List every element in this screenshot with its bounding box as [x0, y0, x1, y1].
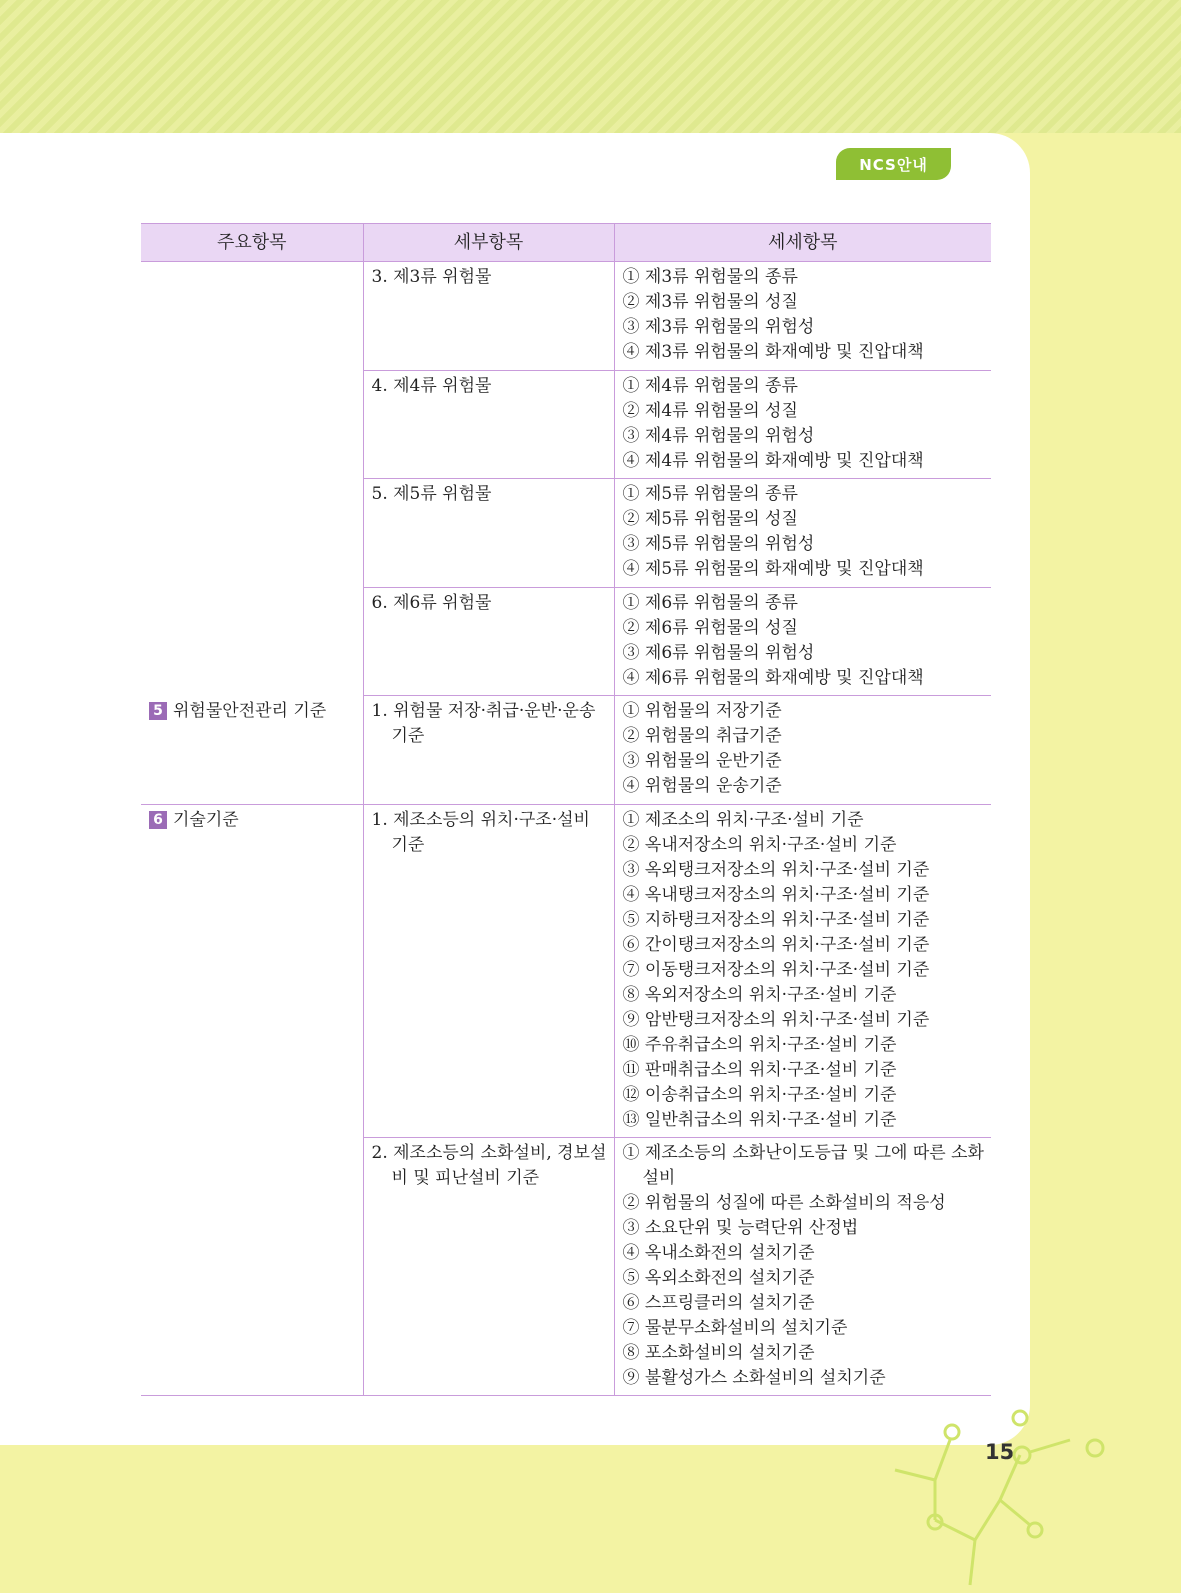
sub-item-cell: [363, 371, 614, 479]
detail-item: ② 제6류 위험물의 성질: [622, 618, 798, 638]
detail-item: ② 옥내저장소의 위치·구조·설비 기준: [622, 835, 897, 855]
detail-item: ④ 위험물의 운송기준: [622, 776, 782, 796]
detail-item: ③ 소요단위 및 능력단위 산정법: [622, 1218, 859, 1238]
detail-item: ⑪ 판매취급소의 위치·구조·설비 기준: [622, 1060, 897, 1080]
detail-item: ④ 옥내소화전의 설치기준: [622, 1243, 815, 1263]
detail-item: ① 위험물의 저장기준: [622, 701, 782, 721]
sub-item-cell: [363, 696, 614, 805]
sub-item-label: 1. 제조소등의 위치·구조·설비 기준: [371, 810, 590, 855]
header-sub: 세부항목: [363, 224, 614, 262]
sub-item-label: 1. 위험물 저장·취급·운반·운송 기준: [371, 701, 596, 746]
detail-item: ⑨ 불활성가스 소화설비의 설치기준: [622, 1368, 886, 1388]
detail-item: ③ 제5류 위험물의 위험성: [622, 534, 815, 554]
table-row: [141, 696, 991, 805]
top-stripe-band: [0, 0, 1181, 133]
detail-item: ⑨ 암반탱크저장소의 위치·구조·설비 기준: [622, 1010, 930, 1030]
table-row: [141, 1138, 991, 1396]
detail-item: ④ 제5류 위험물의 화재예방 및 진압대책: [622, 559, 924, 579]
detail-item: ③ 제3류 위험물의 위험성: [622, 317, 815, 337]
header-detail: 세세항목: [614, 224, 991, 262]
major-item-cell: [141, 262, 363, 371]
detail-item: ⑥ 스프링클러의 설치기준: [622, 1293, 815, 1313]
detail-item: ⑬ 일반취급소의 위치·구조·설비 기준: [622, 1110, 897, 1130]
section-badge: NCS안내: [836, 148, 951, 180]
sub-item-cell: [363, 588, 614, 696]
detail-item: ⑧ 옥외저장소의 위치·구조·설비 기준: [622, 985, 897, 1005]
major-item-cell: [141, 588, 363, 696]
sub-item-cell: [363, 805, 614, 1138]
detail-item: ① 제5류 위험물의 종류: [622, 484, 798, 504]
detail-item: ① 제6류 위험물의 종류: [622, 593, 798, 613]
detail-item: ⑦ 물분무소화설비의 설치기준: [622, 1318, 848, 1338]
detail-item-cell: [614, 805, 991, 1138]
detail-item-cell: [614, 262, 991, 371]
detail-item: ② 제4류 위험물의 성질: [622, 401, 798, 421]
detail-item: ③ 옥외탱크저장소의 위치·구조·설비 기준: [622, 860, 930, 880]
detail-item: ⑤ 지하탱크저장소의 위치·구조·설비 기준: [622, 910, 930, 930]
major-item-label: 기술기준: [173, 810, 239, 830]
detail-item: ① 제3류 위험물의 종류: [622, 267, 798, 287]
sub-item-cell: [363, 262, 614, 371]
header-major: 주요항목: [141, 224, 363, 262]
detail-item: ① 제4류 위험물의 종류: [622, 376, 798, 396]
detail-item: ⑩ 주유취급소의 위치·구조·설비 기준: [622, 1035, 897, 1055]
content-table: [141, 223, 991, 1396]
detail-item: ① 제조소등의 소화난이도등급 및 그에 따른 소화설비: [622, 1143, 984, 1188]
detail-item: ③ 제4류 위험물의 위험성: [622, 426, 815, 446]
major-item-cell: [141, 696, 363, 805]
major-item-cell: [141, 371, 363, 479]
detail-item: ③ 제6류 위험물의 위험성: [622, 643, 815, 663]
detail-item: ⑦ 이동탱크저장소의 위치·구조·설비 기준: [622, 960, 930, 980]
major-number-badge: 5: [149, 702, 167, 720]
detail-item-cell: [614, 479, 991, 588]
detail-item: ④ 옥내탱크저장소의 위치·구조·설비 기준: [622, 885, 930, 905]
detail-item: ⑥ 간이탱크저장소의 위치·구조·설비 기준: [622, 935, 930, 955]
major-item-cell: [141, 479, 363, 588]
table-row: [141, 479, 991, 588]
table-header-row: [141, 224, 991, 262]
detail-item: ② 제3류 위험물의 성질: [622, 292, 798, 312]
table-row: [141, 588, 991, 696]
detail-item: ④ 제6류 위험물의 화재예방 및 진압대책: [622, 668, 924, 688]
sub-item-label: 5. 제5류 위험물: [371, 484, 492, 504]
detail-item: ⑤ 옥외소화전의 설치기준: [622, 1268, 815, 1288]
major-item-cell: [141, 805, 363, 1138]
detail-item-cell: [614, 1138, 991, 1396]
detail-item: ② 위험물의 취급기준: [622, 726, 782, 746]
sub-item-label: 2. 제조소등의 소화설비, 경보설비 및 피난설비 기준: [371, 1143, 607, 1188]
major-item-cell: [141, 1138, 363, 1396]
corner-background: [1020, 133, 1181, 165]
molecule-decoration-icon: [890, 1400, 1181, 1593]
page-number: 15: [985, 1440, 1015, 1464]
major-number-badge: 6: [149, 811, 167, 829]
detail-item-cell: [614, 696, 991, 805]
sub-item-label: 6. 제6류 위험물: [371, 593, 492, 613]
table-row: [141, 371, 991, 479]
major-item-label: 위험물안전관리 기준: [173, 700, 327, 721]
detail-item: ② 제5류 위험물의 성질: [622, 509, 798, 529]
detail-item-cell: [614, 371, 991, 479]
detail-item: ② 위험물의 성질에 따른 소화설비의 적응성: [622, 1193, 946, 1213]
sub-item-cell: [363, 1138, 614, 1396]
table-row: [141, 805, 991, 1138]
detail-item: ④ 제3류 위험물의 화재예방 및 진압대책: [622, 342, 924, 362]
sub-item-cell: [363, 479, 614, 588]
detail-item: ③ 위험물의 운반기준: [622, 751, 782, 771]
detail-item: ④ 제4류 위험물의 화재예방 및 진압대책: [622, 451, 924, 471]
sub-item-label: 4. 제4류 위험물: [371, 376, 492, 396]
detail-item: ⑫ 이송취급소의 위치·구조·설비 기준: [622, 1085, 897, 1105]
sub-item-label: 3. 제3류 위험물: [371, 267, 492, 287]
detail-item: ① 제조소의 위치·구조·설비 기준: [622, 810, 864, 830]
detail-item-cell: [614, 588, 991, 696]
detail-item: ⑧ 포소화설비의 설치기준: [622, 1343, 815, 1363]
table-row: [141, 262, 991, 371]
